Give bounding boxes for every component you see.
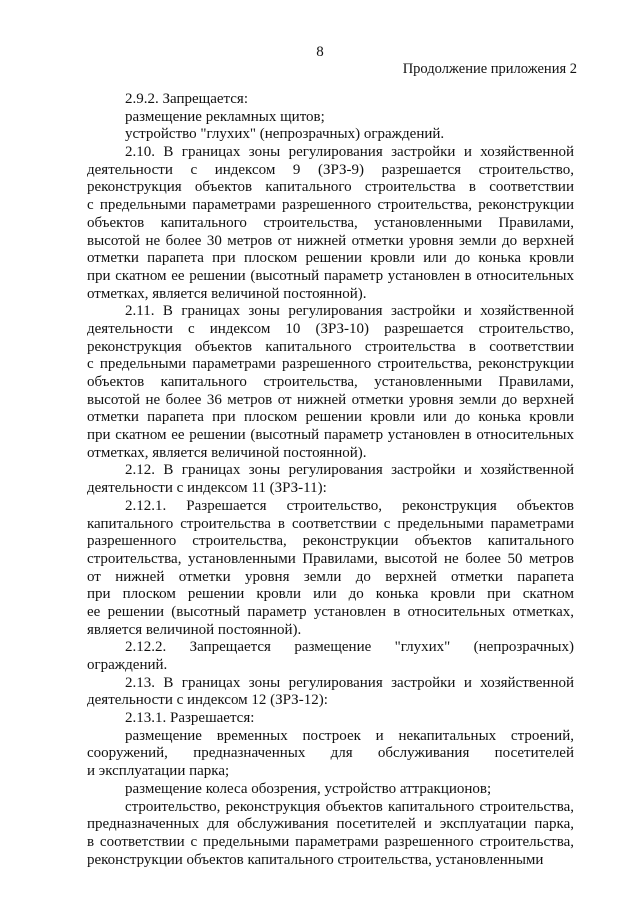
text-line: при скатном ее решении (высотный параметр установлен в относительных bbox=[87, 267, 574, 284]
text-line: ограждений. bbox=[87, 657, 168, 673]
text-line: размещение рекламных щитов; bbox=[125, 108, 325, 125]
text-line: 2.12. В границах зоны регулирования застройки и хозяйственной bbox=[125, 462, 574, 479]
text-line: деятельности с индексом 11 (ЗРЗ-11): bbox=[87, 480, 327, 497]
paragraph bbox=[87, 109, 574, 127]
text-line: от нижней отметки уровня земли до верхней отметки парапета bbox=[87, 568, 574, 585]
text-line: с предельными параметрами разрешенного строительства, реконструкции bbox=[87, 356, 574, 373]
page-number: 8 bbox=[316, 44, 324, 60]
paragraph bbox=[87, 126, 574, 144]
text-line: с предельными параметрами разрешенного строительства, реконструкции bbox=[87, 197, 574, 214]
paragraph bbox=[87, 303, 574, 462]
text-line: устройство "глухих" (непрозрачных) ограждений. bbox=[125, 126, 445, 143]
text-line: отметках, является величиной постоянной). bbox=[87, 285, 367, 302]
text-line: при плоском решении кровли или до конька кровли при скатном bbox=[87, 586, 574, 603]
text-line: ее решении (высотный параметр установлен в относительных отметках, bbox=[87, 603, 574, 620]
text-line: 2.12.2. Запрещается размещение "глухих" (непрозрачных) bbox=[125, 639, 574, 656]
text-line: строительство, реконструкция объектов капитального строительства, bbox=[125, 798, 574, 815]
text-line: высотой не более 36 метров от нижней отметки уровня земли до верхней bbox=[87, 391, 574, 408]
paragraph bbox=[87, 710, 574, 728]
text-line: 2.11. В границах зоны регулирования застройки и хозяйственной bbox=[125, 303, 574, 320]
text-line: 2.9.2. Запрещается: bbox=[125, 91, 248, 107]
text-line: реконструкция объектов капитального строительства в соответствии bbox=[87, 338, 574, 355]
text-line: 2.13. В границах зоны регулирования застройки и хозяйственной bbox=[125, 674, 574, 691]
paragraph bbox=[87, 462, 574, 497]
text-line: отметки парапета при плоском решении кровли или до конька кровли bbox=[87, 250, 574, 267]
paragraph bbox=[87, 144, 574, 303]
text-line: при скатном ее решении (высотный параметр установлен в относительных bbox=[87, 427, 574, 444]
text-line: в соответствии с предельными параметрами разрешенного строительства, bbox=[87, 833, 574, 850]
text-line: отметках, является величиной постоянной). bbox=[87, 444, 367, 461]
paragraph bbox=[87, 728, 574, 781]
text-line: деятельности с индексом 9 (ЗРЗ-9) разрешается строительство, bbox=[87, 161, 574, 178]
text-line: размещение временных построек и некапитальных строений, bbox=[125, 727, 574, 744]
text-line: сооружений, предназначенных для обслуживания посетителей bbox=[87, 745, 574, 762]
text-line: предназначенных для обслуживания посетителей и эксплуатации парка, bbox=[87, 816, 574, 833]
text-line: строительства, установленными Правилами, высотой не более 50 метров bbox=[87, 550, 574, 567]
text-line: размещение колеса обозрения, устройство аттракционов; bbox=[125, 780, 492, 797]
paragraph bbox=[87, 91, 574, 109]
text-line: деятельности с индексом 12 (ЗРЗ-12): bbox=[87, 692, 328, 709]
text-line: 2.12.1. Разрешается строительство, реконструкция объектов bbox=[125, 497, 574, 514]
text-line: и эксплуатации парка; bbox=[87, 763, 230, 780]
text-line: деятельности с индексом 10 (ЗРЗ-10) разрешается строительство, bbox=[87, 320, 574, 337]
text-line: является величиной постоянной). bbox=[87, 621, 302, 638]
paragraph bbox=[87, 639, 574, 674]
text-line: объектов капитального строительства, установленными Правилами, bbox=[87, 214, 574, 231]
document-body bbox=[87, 91, 574, 869]
text-line: объектов капитального строительства, установленными Правилами, bbox=[87, 374, 574, 390]
text-line: реконструкция объектов капитального строительства в соответствии bbox=[87, 179, 574, 196]
paragraph bbox=[87, 498, 574, 640]
paragraph bbox=[87, 675, 574, 710]
paragraph bbox=[87, 781, 574, 799]
text-line: разрешенного строительства, реконструкции объектов капитального bbox=[87, 533, 574, 550]
text-line: 2.13.1. Разрешается: bbox=[125, 710, 255, 727]
paragraph bbox=[87, 799, 574, 870]
text-line: реконструкции объектов капитального строительства, установленными bbox=[87, 851, 544, 868]
text-line: 2.10. В границах зоны регулирования застройки и хозяйственной bbox=[125, 144, 574, 161]
text-line: высотой не более 30 метров от нижней отметки уровня земли до верхней bbox=[87, 232, 574, 249]
text-line: капитального строительства в соответствии с предельными параметрами bbox=[87, 515, 574, 532]
appendix-continuation-note: Продолжение приложения 2 bbox=[402, 61, 577, 77]
text-line: отметки парапета при плоском решении кровли или до конька кровли bbox=[87, 409, 574, 426]
